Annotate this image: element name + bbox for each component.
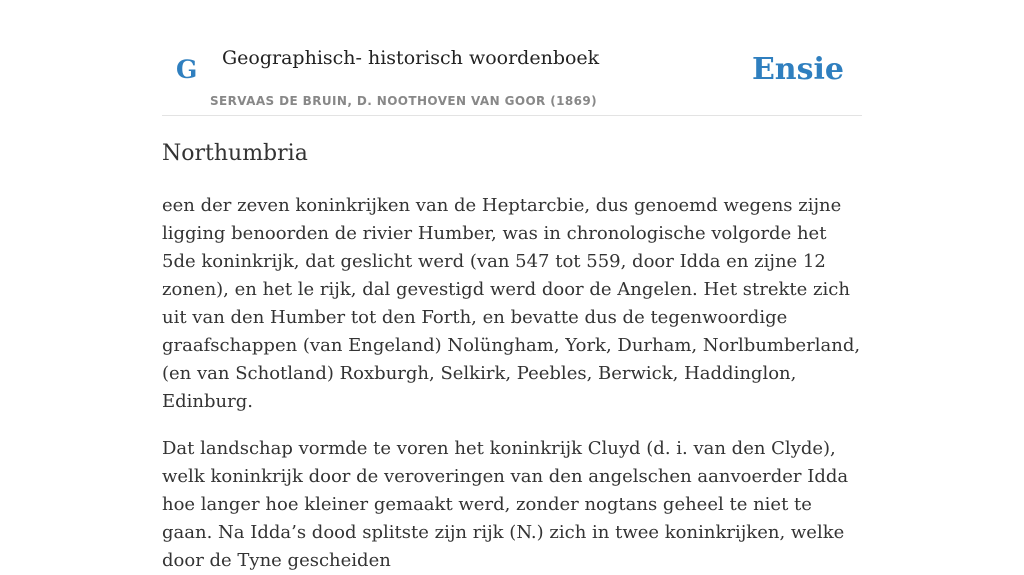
book-author: SERVAAS DE BRUIN, D. NOOTHOVEN VAN GOOR (1869) [210,94,598,108]
entry-paragraph: Dat landschap vormde te voren het koninkrijk Cluyd (d. i. van den Clyde), welk koninkrijk door de veroveringen van den angelschen aanvoerder Idda hoe langer hoe kleiner gemaakt werd, zonder nogtans geheel te niet te gaan. Na Idda’s dood splitste zijn rijk (N.) zich in twee koninkrijken, welke door de Tyne gescheiden [162,438,849,571]
book-title-link[interactable]: Geographisch- historisch woordenboek [222,47,600,69]
book-logo[interactable]: G [176,55,198,84]
ensie-logo[interactable]: Ensie [751,52,844,87]
entry-paragraph: een der zeven koninkrijken van de Heptarcbie, dus genoemd wegens zijne ligging benoorden de rivier Humber, was in chronologische volgorde het 5de koninkrijk, dat geslicht werd (van 547 tot 559, door Idda en zijne 12 zonen), en het le rijk, dal gevestigd werd door de Angelen. Het strekte zich uit van den Humber tot den Forth, en bevatte dus de tegenwoordige graafschappen (van Engeland) Nolüngham, York, Durham, Norlbumberland, (en van Schotland) Roxburgh, Selkirk, Peebles, Berwick, Haddinglon, Edinburg. [162,195,861,412]
entry-title: Northumbria [162,141,308,166]
book-header [162,0,862,116]
entry-content [162,136,862,575]
